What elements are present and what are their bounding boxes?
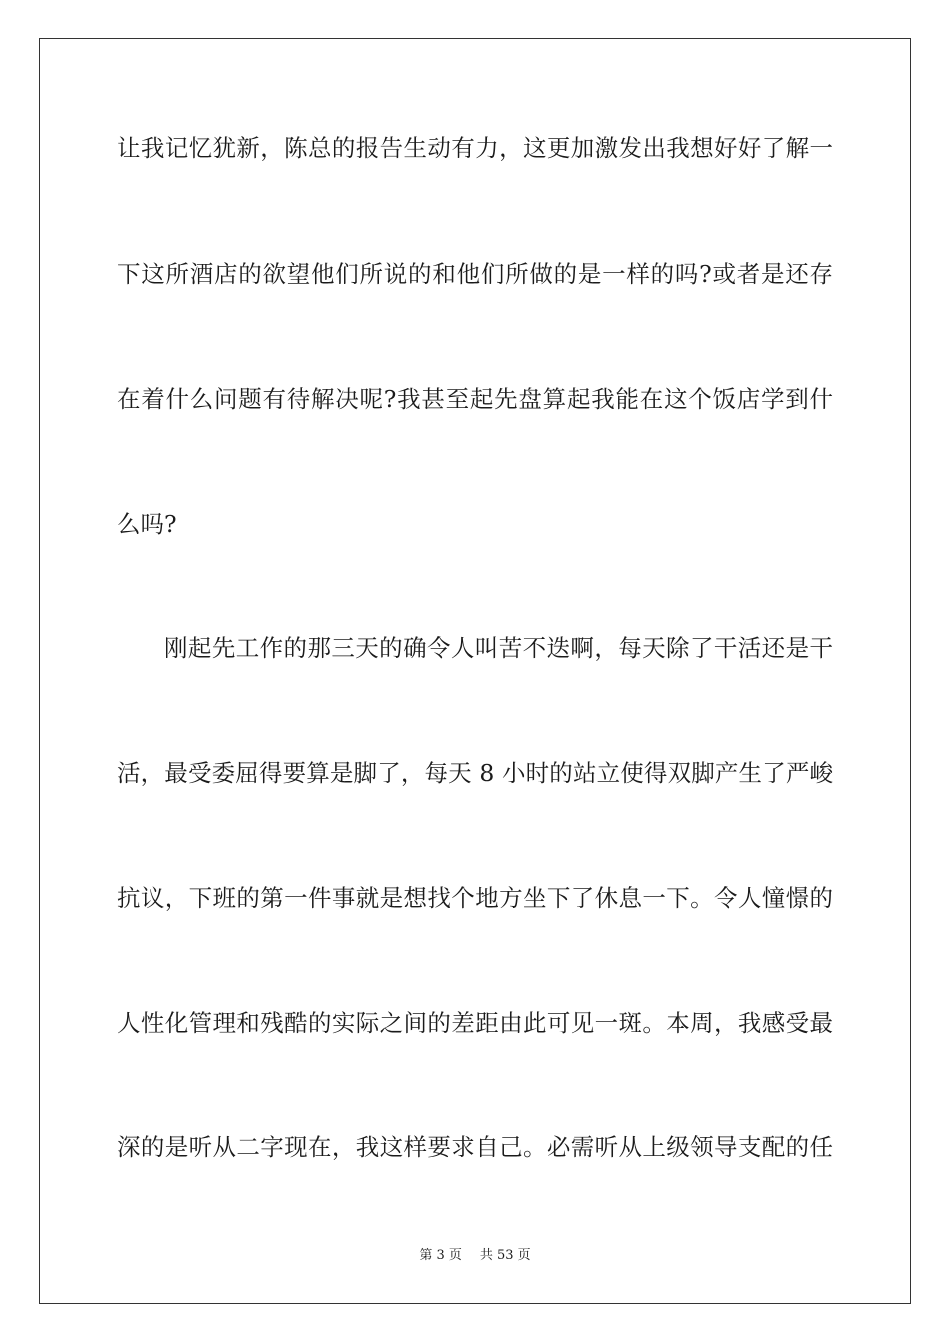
body-line-5: 刚起先工作的那三天的确令人叫苦不迭啊，每天除了干活还是干 [164,634,833,662]
page-footer [0,1247,950,1265]
body-line-1: 让我记忆犹新，陈总的报告生动有力，这更加激发出我想好好了解一 [117,134,833,162]
body-line-3: 在着什么问题有待解决呢?我甚至起先盘算起我能在这个饭店学到什 [117,385,833,413]
body-line-6: 活，最受委屈得要算是脚了，每天 8 小时的站立使得双脚产生了严峻 [117,759,833,787]
page-border [39,38,911,1304]
body-line-7: 抗议，下班的第一件事就是想找个地方坐下了休息一下。令人憧憬的 [117,884,833,912]
body-line-8: 人性化管理和残酷的实际之间的差距由此可见一斑。本周，我感受最 [117,1009,833,1037]
body-line-9: 深的是听从二字现在，我这样要求自己。必需听从上级领导支配的任 [117,1133,833,1161]
total-pages: 共 53 页 [479,1248,531,1263]
page-number: 第 3 页 [419,1248,462,1263]
body-line-2: 下这所酒店的欲望他们所说的和他们所做的是一样的吗?或者是还存 [117,260,833,288]
body-line-4: 么吗? [117,510,177,538]
